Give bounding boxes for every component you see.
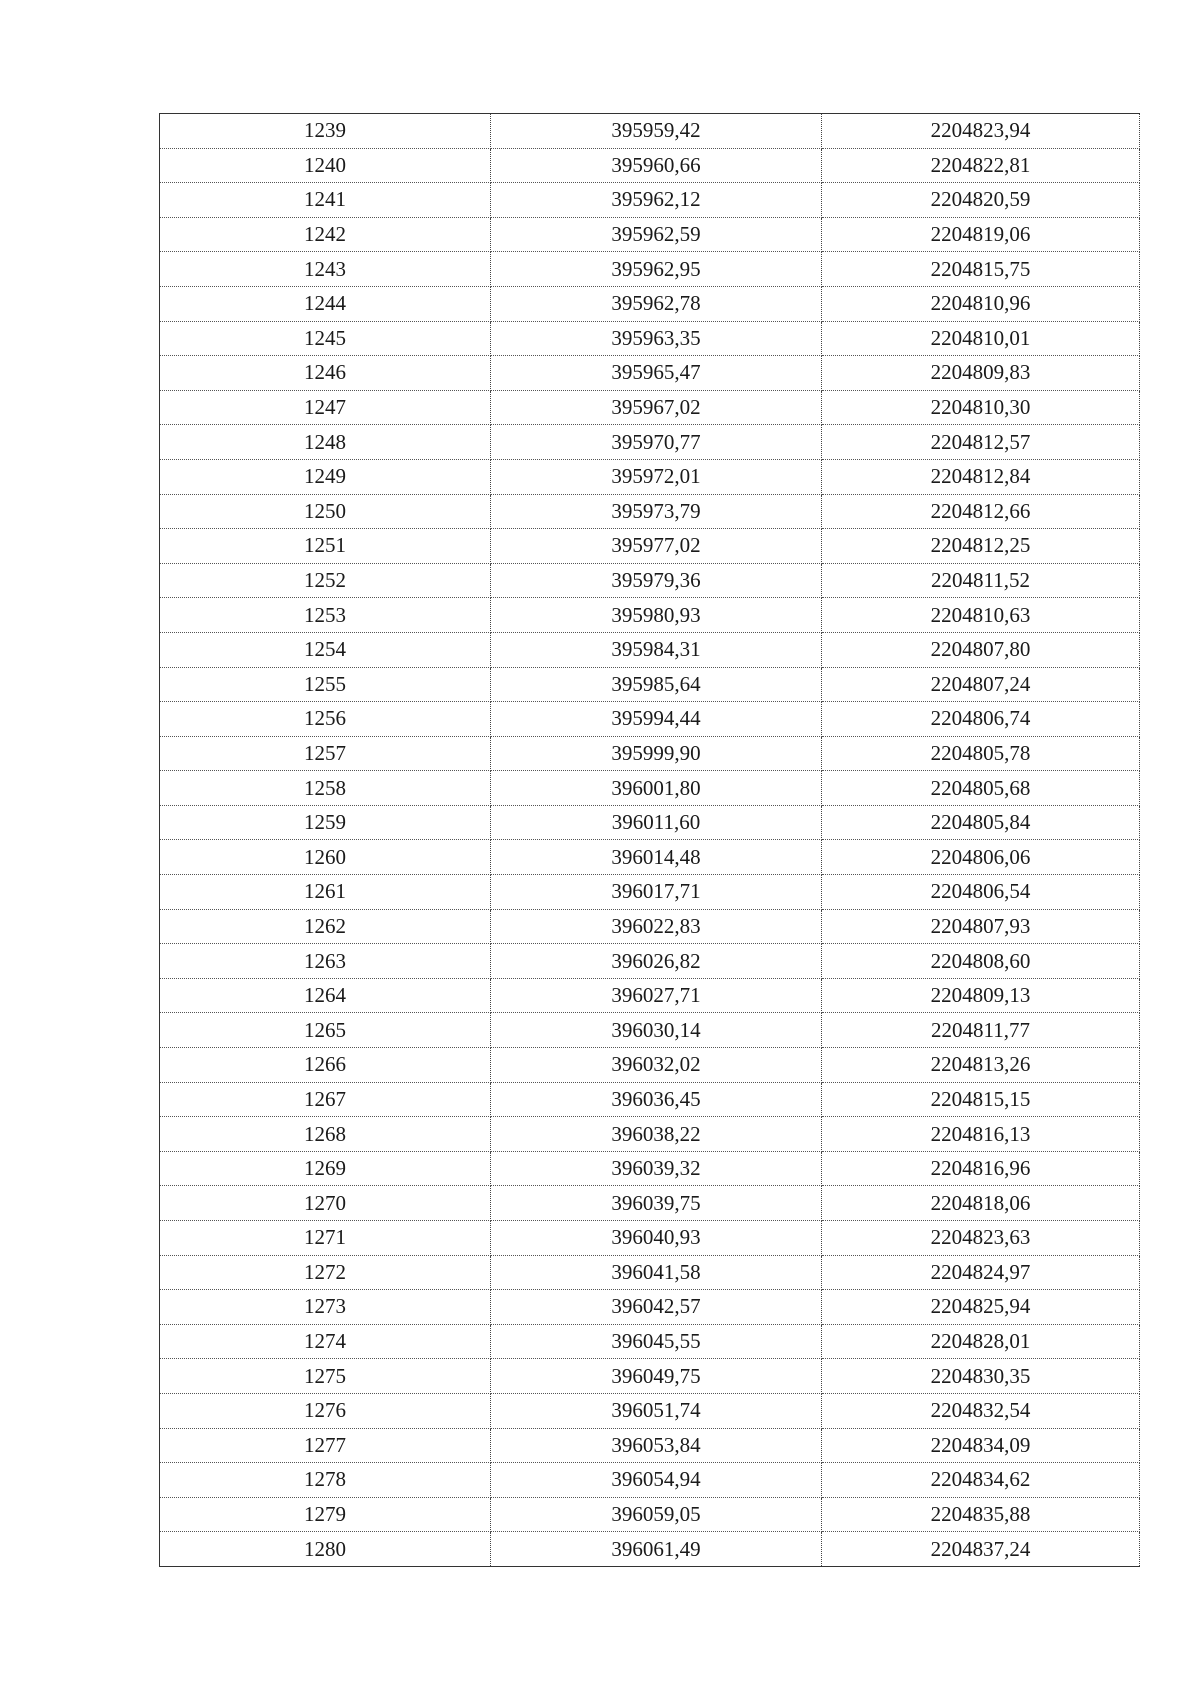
table-row xyxy=(160,944,1140,979)
point-number-cell: 1259 xyxy=(160,805,491,840)
point-number-cell: 1248 xyxy=(160,425,491,460)
x-coordinate-cell: 395972,01 xyxy=(491,459,822,494)
table-row xyxy=(160,771,1140,806)
table-row xyxy=(160,390,1140,425)
x-coordinate-cell: 396045,55 xyxy=(491,1324,822,1359)
point-number-cell: 1267 xyxy=(160,1082,491,1117)
table-row xyxy=(160,114,1140,149)
y-coordinate-cell: 2204811,52 xyxy=(822,563,1140,598)
y-coordinate-cell: 2204812,66 xyxy=(822,494,1140,529)
y-coordinate-cell: 2204805,84 xyxy=(822,805,1140,840)
table-row xyxy=(160,529,1140,564)
y-coordinate-cell: 2204812,57 xyxy=(822,425,1140,460)
y-coordinate-cell: 2204815,15 xyxy=(822,1082,1140,1117)
table-row xyxy=(160,1117,1140,1152)
table-row xyxy=(160,321,1140,356)
y-coordinate-cell: 2204816,96 xyxy=(822,1151,1140,1186)
y-coordinate-cell: 2204809,13 xyxy=(822,978,1140,1013)
x-coordinate-cell: 396053,84 xyxy=(491,1428,822,1463)
y-coordinate-cell: 2204810,01 xyxy=(822,321,1140,356)
table-row xyxy=(160,1324,1140,1359)
table-row xyxy=(160,563,1140,598)
x-coordinate-cell: 396054,94 xyxy=(491,1463,822,1498)
y-coordinate-cell: 2204808,60 xyxy=(822,944,1140,979)
table-row xyxy=(160,1290,1140,1325)
table-row xyxy=(160,875,1140,910)
x-coordinate-cell: 395980,93 xyxy=(491,598,822,633)
x-coordinate-cell: 396051,74 xyxy=(491,1393,822,1428)
x-coordinate-cell: 395994,44 xyxy=(491,702,822,737)
point-number-cell: 1247 xyxy=(160,390,491,425)
x-coordinate-cell: 395960,66 xyxy=(491,148,822,183)
x-coordinate-cell: 395977,02 xyxy=(491,529,822,564)
y-coordinate-cell: 2204806,74 xyxy=(822,702,1140,737)
x-coordinate-cell: 396014,48 xyxy=(491,840,822,875)
point-number-cell: 1243 xyxy=(160,252,491,287)
x-coordinate-cell: 396001,80 xyxy=(491,771,822,806)
x-coordinate-cell: 395979,36 xyxy=(491,563,822,598)
point-number-cell: 1240 xyxy=(160,148,491,183)
table-row xyxy=(160,425,1140,460)
point-number-cell: 1279 xyxy=(160,1497,491,1532)
table-row xyxy=(160,632,1140,667)
point-number-cell: 1269 xyxy=(160,1151,491,1186)
point-number-cell: 1254 xyxy=(160,632,491,667)
y-coordinate-cell: 2204810,63 xyxy=(822,598,1140,633)
point-number-cell: 1280 xyxy=(160,1532,491,1567)
table-row xyxy=(160,356,1140,391)
table-row xyxy=(160,840,1140,875)
table-row xyxy=(160,459,1140,494)
point-number-cell: 1249 xyxy=(160,459,491,494)
table-row xyxy=(160,1532,1140,1567)
coordinates-table-body xyxy=(160,114,1140,1567)
table-row xyxy=(160,217,1140,252)
y-coordinate-cell: 2204834,09 xyxy=(822,1428,1140,1463)
y-coordinate-cell: 2204810,30 xyxy=(822,390,1140,425)
y-coordinate-cell: 2204815,75 xyxy=(822,252,1140,287)
table-row xyxy=(160,702,1140,737)
table-row xyxy=(160,148,1140,183)
table-row xyxy=(160,286,1140,321)
point-number-cell: 1272 xyxy=(160,1255,491,1290)
point-number-cell: 1260 xyxy=(160,840,491,875)
y-coordinate-cell: 2204824,97 xyxy=(822,1255,1140,1290)
point-number-cell: 1245 xyxy=(160,321,491,356)
y-coordinate-cell: 2204806,54 xyxy=(822,875,1140,910)
point-number-cell: 1246 xyxy=(160,356,491,391)
table-row xyxy=(160,1013,1140,1048)
x-coordinate-cell: 396041,58 xyxy=(491,1255,822,1290)
y-coordinate-cell: 2204818,06 xyxy=(822,1186,1140,1221)
table-row xyxy=(160,667,1140,702)
point-number-cell: 1239 xyxy=(160,114,491,149)
y-coordinate-cell: 2204835,88 xyxy=(822,1497,1140,1532)
x-coordinate-cell: 396039,32 xyxy=(491,1151,822,1186)
table-row xyxy=(160,1151,1140,1186)
point-number-cell: 1250 xyxy=(160,494,491,529)
coordinates-table xyxy=(159,113,1140,1567)
x-coordinate-cell: 396059,05 xyxy=(491,1497,822,1532)
y-coordinate-cell: 2204825,94 xyxy=(822,1290,1140,1325)
point-number-cell: 1271 xyxy=(160,1221,491,1256)
y-coordinate-cell: 2204805,68 xyxy=(822,771,1140,806)
x-coordinate-cell: 395962,95 xyxy=(491,252,822,287)
point-number-cell: 1275 xyxy=(160,1359,491,1394)
x-coordinate-cell: 395970,77 xyxy=(491,425,822,460)
y-coordinate-cell: 2204807,93 xyxy=(822,909,1140,944)
y-coordinate-cell: 2204837,24 xyxy=(822,1532,1140,1567)
point-number-cell: 1255 xyxy=(160,667,491,702)
x-coordinate-cell: 396026,82 xyxy=(491,944,822,979)
x-coordinate-cell: 396027,71 xyxy=(491,978,822,1013)
x-coordinate-cell: 395985,64 xyxy=(491,667,822,702)
y-coordinate-cell: 2204807,80 xyxy=(822,632,1140,667)
x-coordinate-cell: 396022,83 xyxy=(491,909,822,944)
x-coordinate-cell: 395967,02 xyxy=(491,390,822,425)
point-number-cell: 1241 xyxy=(160,183,491,218)
y-coordinate-cell: 2204816,13 xyxy=(822,1117,1140,1152)
x-coordinate-cell: 396032,02 xyxy=(491,1048,822,1083)
y-coordinate-cell: 2204823,63 xyxy=(822,1221,1140,1256)
point-number-cell: 1258 xyxy=(160,771,491,806)
point-number-cell: 1256 xyxy=(160,702,491,737)
table-row xyxy=(160,1186,1140,1221)
point-number-cell: 1278 xyxy=(160,1463,491,1498)
x-coordinate-cell: 396038,22 xyxy=(491,1117,822,1152)
y-coordinate-cell: 2204832,54 xyxy=(822,1393,1140,1428)
y-coordinate-cell: 2204807,24 xyxy=(822,667,1140,702)
table-row xyxy=(160,1359,1140,1394)
point-number-cell: 1266 xyxy=(160,1048,491,1083)
table-row xyxy=(160,1463,1140,1498)
x-coordinate-cell: 396042,57 xyxy=(491,1290,822,1325)
x-coordinate-cell: 396049,75 xyxy=(491,1359,822,1394)
point-number-cell: 1262 xyxy=(160,909,491,944)
table-row xyxy=(160,909,1140,944)
point-number-cell: 1270 xyxy=(160,1186,491,1221)
y-coordinate-cell: 2204812,84 xyxy=(822,459,1140,494)
x-coordinate-cell: 395959,42 xyxy=(491,114,822,149)
x-coordinate-cell: 395973,79 xyxy=(491,494,822,529)
x-coordinate-cell: 396040,93 xyxy=(491,1221,822,1256)
y-coordinate-cell: 2204834,62 xyxy=(822,1463,1140,1498)
x-coordinate-cell: 396039,75 xyxy=(491,1186,822,1221)
point-number-cell: 1273 xyxy=(160,1290,491,1325)
table-row xyxy=(160,1082,1140,1117)
x-coordinate-cell: 395965,47 xyxy=(491,356,822,391)
table-row xyxy=(160,494,1140,529)
y-coordinate-cell: 2204810,96 xyxy=(822,286,1140,321)
table-row xyxy=(160,1048,1140,1083)
table-row xyxy=(160,978,1140,1013)
y-coordinate-cell: 2204820,59 xyxy=(822,183,1140,218)
table-row xyxy=(160,1428,1140,1463)
table-row xyxy=(160,1221,1140,1256)
y-coordinate-cell: 2204822,81 xyxy=(822,148,1140,183)
table-row xyxy=(160,598,1140,633)
table-row xyxy=(160,1393,1140,1428)
x-coordinate-cell: 395999,90 xyxy=(491,736,822,771)
point-number-cell: 1251 xyxy=(160,529,491,564)
x-coordinate-cell: 396061,49 xyxy=(491,1532,822,1567)
y-coordinate-cell: 2204811,77 xyxy=(822,1013,1140,1048)
table-row xyxy=(160,1255,1140,1290)
table-row xyxy=(160,736,1140,771)
y-coordinate-cell: 2204828,01 xyxy=(822,1324,1140,1359)
point-number-cell: 1261 xyxy=(160,875,491,910)
point-number-cell: 1263 xyxy=(160,944,491,979)
x-coordinate-cell: 396011,60 xyxy=(491,805,822,840)
point-number-cell: 1252 xyxy=(160,563,491,598)
point-number-cell: 1277 xyxy=(160,1428,491,1463)
point-number-cell: 1265 xyxy=(160,1013,491,1048)
point-number-cell: 1276 xyxy=(160,1393,491,1428)
point-number-cell: 1244 xyxy=(160,286,491,321)
point-number-cell: 1274 xyxy=(160,1324,491,1359)
table-row xyxy=(160,805,1140,840)
point-number-cell: 1264 xyxy=(160,978,491,1013)
x-coordinate-cell: 395962,59 xyxy=(491,217,822,252)
x-coordinate-cell: 396030,14 xyxy=(491,1013,822,1048)
x-coordinate-cell: 395963,35 xyxy=(491,321,822,356)
y-coordinate-cell: 2204805,78 xyxy=(822,736,1140,771)
table-row xyxy=(160,252,1140,287)
y-coordinate-cell: 2204823,94 xyxy=(822,114,1140,149)
x-coordinate-cell: 395962,78 xyxy=(491,286,822,321)
point-number-cell: 1253 xyxy=(160,598,491,633)
point-number-cell: 1257 xyxy=(160,736,491,771)
y-coordinate-cell: 2204812,25 xyxy=(822,529,1140,564)
y-coordinate-cell: 2204830,35 xyxy=(822,1359,1140,1394)
y-coordinate-cell: 2204819,06 xyxy=(822,217,1140,252)
x-coordinate-cell: 396017,71 xyxy=(491,875,822,910)
y-coordinate-cell: 2204813,26 xyxy=(822,1048,1140,1083)
x-coordinate-cell: 395984,31 xyxy=(491,632,822,667)
point-number-cell: 1268 xyxy=(160,1117,491,1152)
x-coordinate-cell: 395962,12 xyxy=(491,183,822,218)
y-coordinate-cell: 2204806,06 xyxy=(822,840,1140,875)
y-coordinate-cell: 2204809,83 xyxy=(822,356,1140,391)
table-row xyxy=(160,183,1140,218)
x-coordinate-cell: 396036,45 xyxy=(491,1082,822,1117)
point-number-cell: 1242 xyxy=(160,217,491,252)
table-row xyxy=(160,1497,1140,1532)
